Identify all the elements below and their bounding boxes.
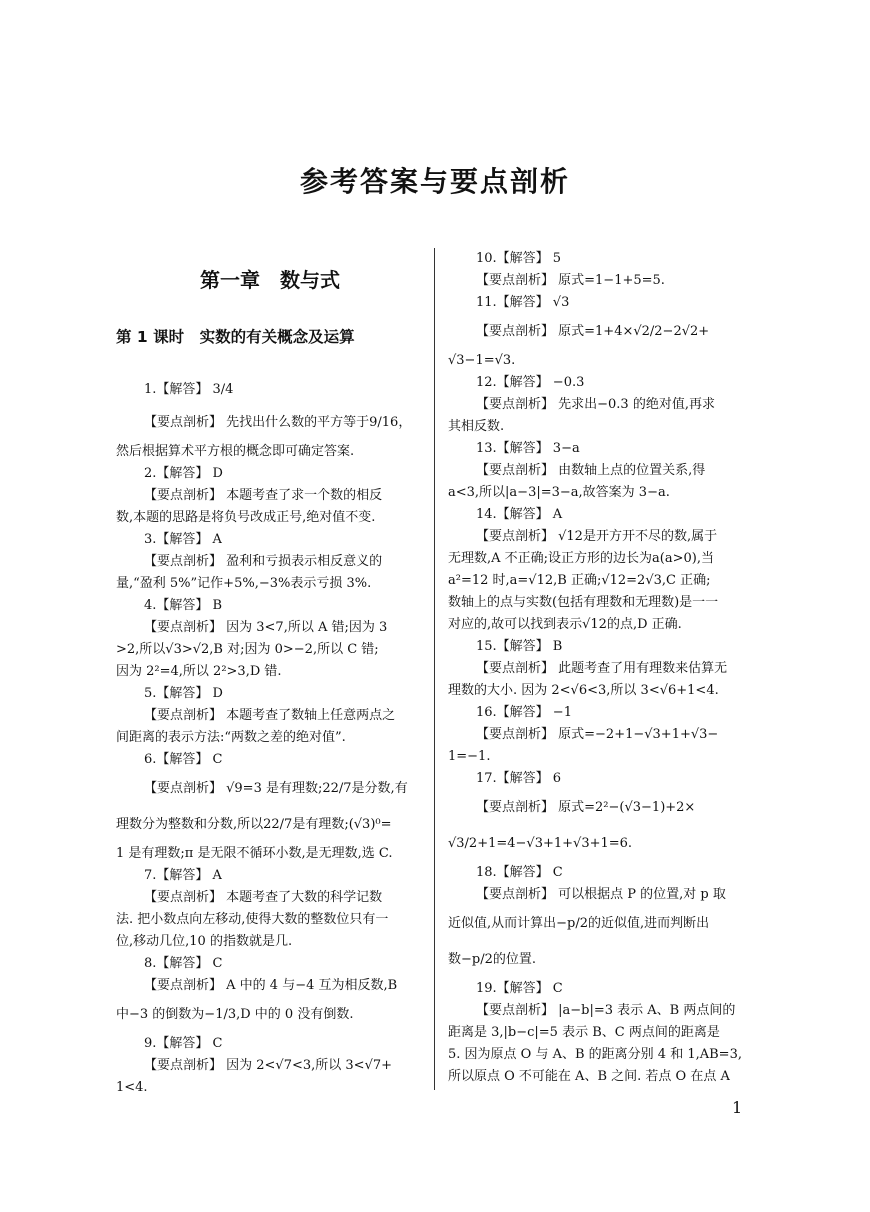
text-line: 10.【解答】 5 [476, 251, 562, 266]
text-line: 14.【解答】 A [476, 507, 563, 522]
text-line: 8.【解答】 C [144, 956, 223, 971]
text-line: 【要点剖析】 原式=1+4×√2/2−2√2+ [476, 324, 710, 339]
text-line: 近似值,从而计算出−p/2的近似值,进而判断出 [448, 916, 710, 931]
text-line: 【要点剖析】 先求出−0.3 的绝对值,再求 [476, 397, 715, 412]
text-line: 中−3 的倒数为−1/3,D 中的 0 没有倒数. [116, 1007, 354, 1022]
text-line: 无理数,A 不正确;设正方形的边长为a(a>0),当 [448, 551, 714, 566]
text-line: 19.【解答】 C [476, 981, 563, 996]
text-line: √3/2+1=4−√3+1+√3+1=6. [448, 836, 633, 851]
text-line: 2.【解答】 D [144, 466, 223, 481]
page-title: 参考答案与要点剖析 [299, 165, 570, 198]
text-line: 距离是 3,|b−c|=5 表示 B、C 两点间的距离是 [448, 1025, 720, 1040]
text-line: 因为 2²=4,所以 2²>3,D 错. [116, 664, 282, 679]
right-answer-list [448, 248, 758, 1088]
text-line: 【要点剖析】 因为 2<√7<3,所以 3<√7+ [144, 1058, 393, 1073]
text-line: 然后根据算术平方根的概念即可确定答案. [116, 444, 355, 459]
text-line: 【要点剖析】 原式=2²−(√3−1)+2× [476, 800, 696, 815]
text-line: 【要点剖析】 此题考查了用有理数来估算无 [476, 661, 728, 676]
text-line: 【要点剖析】 先找出什么数的平方等于9/16， [144, 415, 412, 430]
text-line: 【要点剖析】 本题考查了数轴上任意两点之 [144, 708, 396, 723]
text-line: 数−p/2的位置. [448, 952, 536, 967]
text-line: 1 是有理数;π 是无限不循环小数,是无理数,选 C. [116, 846, 393, 861]
text-line: 1<4. [116, 1080, 148, 1095]
text-line: 【要点剖析】 盈利和亏损表示相反意义的 [144, 554, 383, 569]
text-line: 对应的,故可以找到表示√12的点,D 正确. [448, 617, 682, 632]
text-line: 12.【解答】 −0.3 [476, 375, 585, 390]
text-line: 【要点剖析】 原式=1−1+5=5. [476, 273, 665, 288]
text-line: √3−1=√3. [448, 353, 516, 368]
page-number: 1 [732, 1098, 743, 1117]
text-line: 理数的大小. 因为 2<√6<3,所以 3<√6+1<4. [448, 683, 719, 698]
column-divider [434, 248, 435, 1090]
text-line: 数,本题的思路是将负号改成正号,绝对值不变. [116, 510, 376, 525]
text-line: 【要点剖析】 由数轴上点的位置关系,得 [476, 463, 706, 478]
text-line: 13.【解答】 3−a [476, 441, 580, 456]
text-line: 数轴上的点与实数(包括有理数和无理数)是一一 [448, 595, 719, 610]
left-column [116, 260, 424, 1099]
text-line: 16.【解答】 −1 [476, 705, 572, 720]
text-line: 量,“盈利 5%”记作+5%,−3%表示亏损 3%. [116, 576, 372, 591]
text-line: 15.【解答】 B [476, 639, 563, 654]
text-line: 5.【解答】 D [144, 686, 223, 701]
text-line: 5. 因为原点 O 与 A、B 的距离分别 4 和 1,AB=3, [448, 1047, 742, 1062]
text-line: 7.【解答】 A [144, 868, 222, 883]
text-line: 【要点剖析】 本题考查了求一个数的相反 [144, 488, 383, 503]
text-line: 9.【解答】 C [144, 1036, 223, 1051]
text-line: 【要点剖析】 √9=3 是有理数;22/7是分数,有 [144, 781, 408, 796]
text-line: a<3,所以|a−3|=3−a,故答案为 3−a. [448, 485, 670, 500]
text-line: 11.【解答】 √3 [476, 295, 570, 310]
text-line: 【要点剖析】 原式=−2+1−√3+1+√3− [476, 727, 719, 742]
text-line: 1=−1. [448, 749, 491, 764]
text-line: 【要点剖析】 A 中的 4 与−4 互为相反数,B [144, 978, 398, 993]
text-line: 其相反数. [448, 419, 505, 434]
text-line: 6.【解答】 C [144, 752, 223, 767]
text-line: 4.【解答】 B [144, 598, 223, 613]
right-column [448, 248, 758, 1088]
text-line: 17.【解答】 6 [476, 771, 562, 786]
text-line: 理数分为整数和分数,所以22/7是有理数;(√3)⁰= [116, 817, 392, 832]
text-line: 【要点剖析】 本题考查了大数的科学记数 [144, 890, 383, 905]
text-line: 间距离的表示方法:“两数之差的绝对值”. [116, 730, 346, 745]
text-line: 位,移动几位,10 的指数就是几. [116, 934, 293, 949]
text-line: 所以原点 O 不可能在 A、B 之间. 若点 O 在点 A [448, 1069, 730, 1084]
text-line: 【要点剖析】 因为 3<7,所以 A 错;因为 3 [144, 620, 388, 635]
text-line: 1.【解答】 3/4 [144, 382, 234, 397]
text-line: 【要点剖析】 √12是开方开不尽的数,属于 [476, 529, 718, 544]
left-answer-list [116, 375, 424, 1099]
chapter-heading: 第一章 数与式 [200, 268, 340, 292]
lesson-heading: 第 1 课时 实数的有关概念及运算 [116, 328, 355, 346]
text-line: 【要点剖析】 可以根据点 P 的位置,对 p 取 [476, 887, 726, 902]
text-line: 法. 把小数点向左移动,使得大数的整数位只有一 [116, 912, 389, 927]
text-line: a²=12 时,a=√12,B 正确;√12=2√3,C 正确; [448, 573, 711, 588]
text-line: 3.【解答】 A [144, 532, 222, 547]
text-line: >2,所以√3>√2,B 对;因为 0>−2,所以 C 错; [116, 642, 379, 657]
text-line: 【要点剖析】 |a−b|=3 表示 A、B 两点间的 [476, 1003, 736, 1018]
text-line: 18.【解答】 C [476, 865, 563, 880]
